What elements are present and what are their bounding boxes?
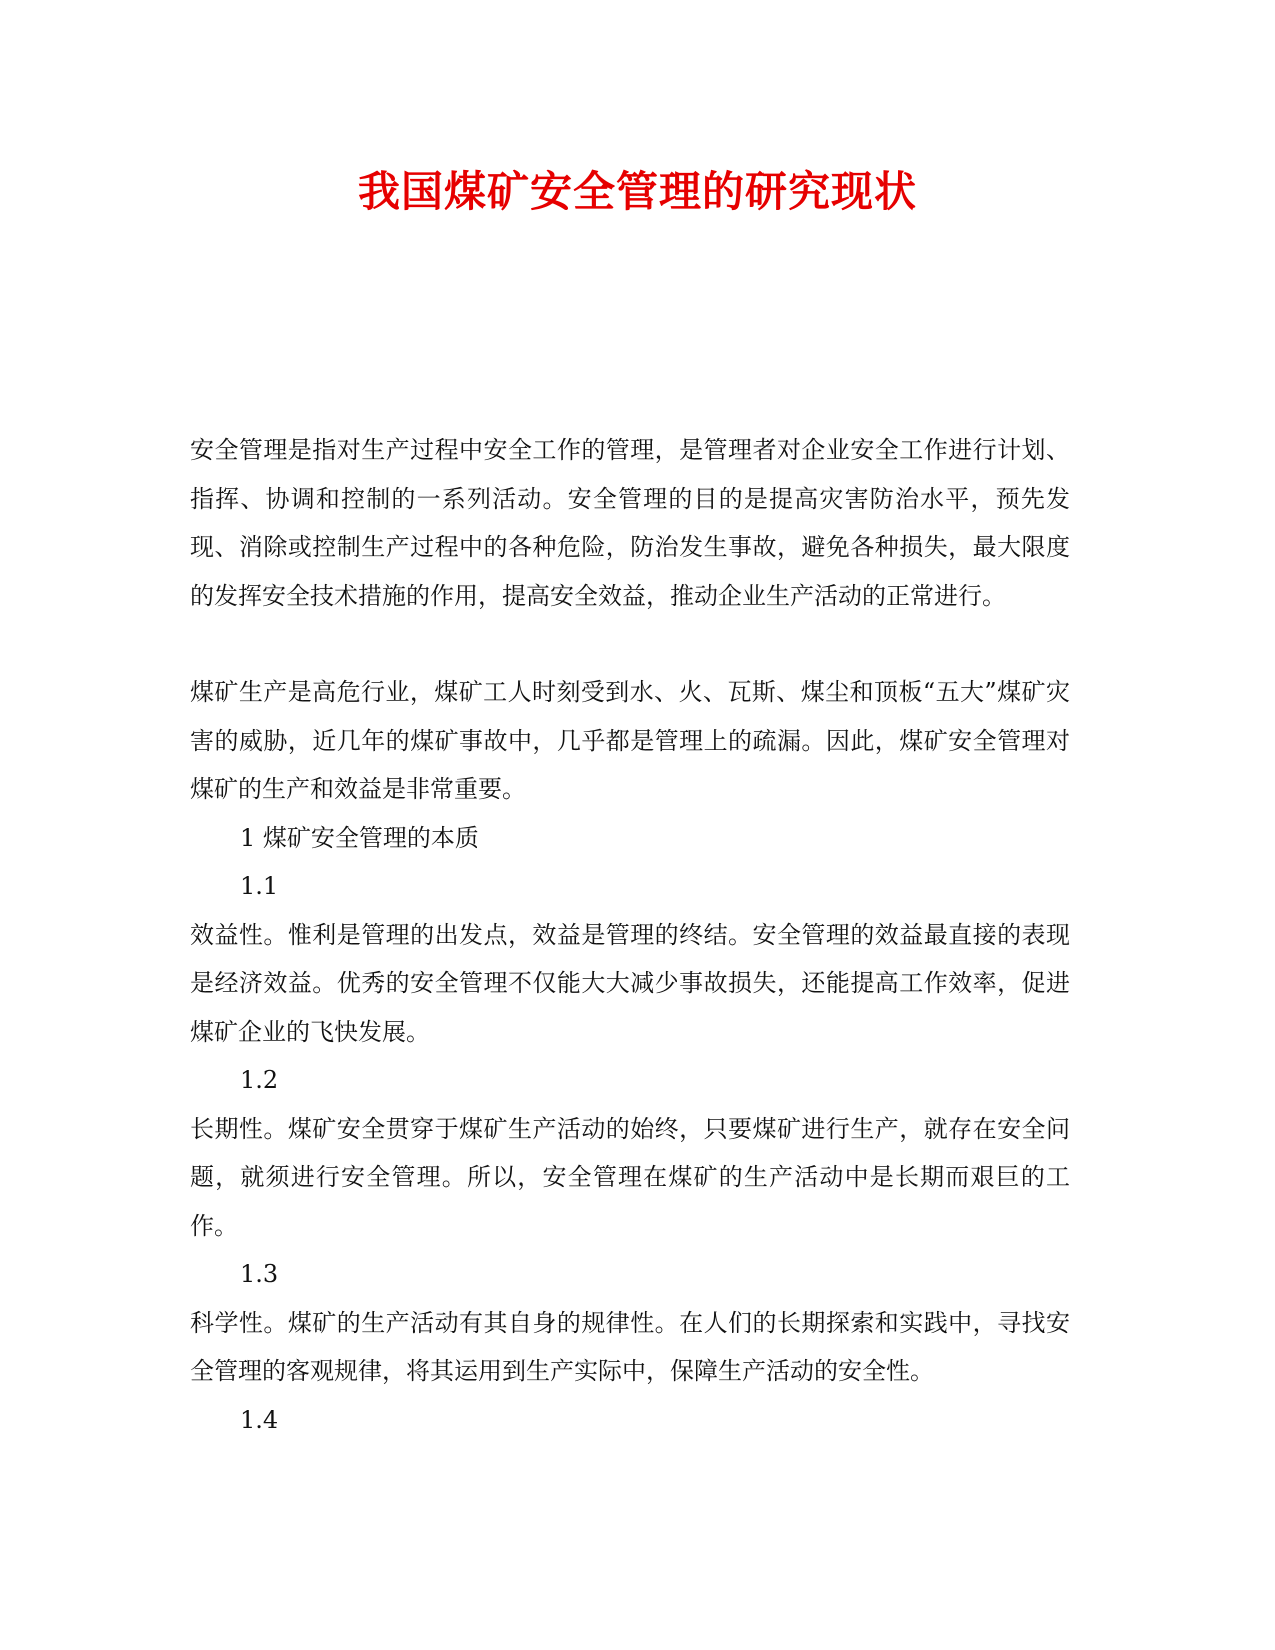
document-body	[190, 426, 1070, 1444]
background-paragraph: 煤矿生产是高危行业，煤矿工人时刻受到水、火、瓦斯、煤尘和顶板“五大”煤矿灾害的威胁，近几年的煤矿事故中，几乎都是管理上的疏漏。因此，煤矿安全管理对煤矿的生产和效益是非常重要。	[190, 678, 1070, 803]
item-number: 1.1	[240, 872, 279, 900]
document-title: 我国煤矿安全管理的研究现状	[357, 167, 917, 216]
item-number: 1.2	[240, 1066, 279, 1094]
item-number: 1.3	[240, 1260, 279, 1288]
item-text: 长期性。煤矿安全贯穿于煤矿生产活动的始终，只要煤矿进行生产，就存在安全问题，就须进行安全管理。所以，安全管理在煤矿的生产活动中是长期而艰巨的工作。	[190, 1114, 1070, 1240]
item-number: 1.4	[240, 1405, 279, 1434]
intro-paragraph: 安全管理是指对生产过程中安全工作的管理，是管理者对企业安全工作进行计划、指挥、协调和控制的一系列活动。安全管理的目的是提高灾害防治水平，预先发现、消除或控制生产过程中的各种危险，防治发生事故，避免各种损失，最大限度的发挥安全技术措施的作用，提高安全效益，推动企业生产活动的正常进行。	[190, 436, 1070, 610]
section-heading: 1 煤矿安全管理的本质	[240, 823, 479, 852]
item-text: 效益性。惟利是管理的出发点，效益是管理的终结。安全管理的效益最直接的表现是经济效益。优秀的安全管理不仅能大大减少事故损失，还能提高工作效率，促进煤矿企业的飞快发展。	[190, 920, 1070, 1046]
item-text: 科学性。煤矿的生产活动有其自身的规律性。在人们的长期探索和实践中，寻找安全管理的客观规律，将其运用到生产实际中，保障生产活动的安全性。	[190, 1308, 1070, 1385]
